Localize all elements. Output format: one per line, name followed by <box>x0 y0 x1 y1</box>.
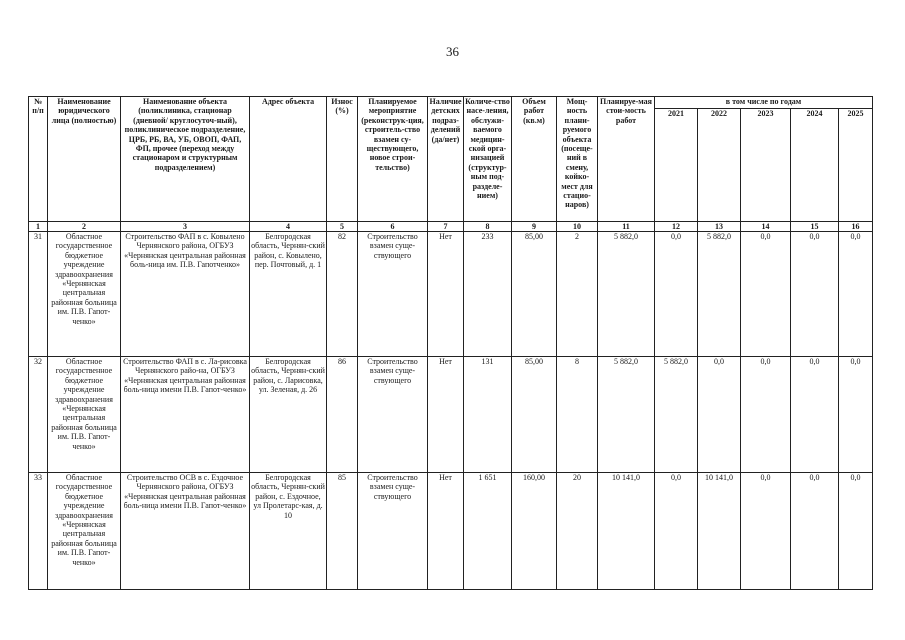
header-year-2022: 2022 <box>698 109 741 222</box>
column-number: 10 <box>557 222 598 232</box>
column-number: 1 <box>29 222 48 232</box>
cell-population: 131 <box>464 357 512 473</box>
header-year-2025: 2025 <box>839 109 873 222</box>
cell-year-2022: 10 141,0 <box>698 473 741 590</box>
cell-children: Нет <box>428 473 464 590</box>
cell-year-2025: 0,0 <box>839 473 873 590</box>
column-number: 13 <box>698 222 741 232</box>
cell-area: 160,00 <box>512 473 557 590</box>
table-row <box>29 232 873 357</box>
cell-num: 31 <box>29 232 48 357</box>
column-number: 12 <box>655 222 698 232</box>
column-number: 7 <box>428 222 464 232</box>
column-number: 11 <box>598 222 655 232</box>
column-number: 6 <box>358 222 428 232</box>
cell-population: 1 651 <box>464 473 512 590</box>
cell-area: 85,00 <box>512 232 557 357</box>
cell-org: Областное государственное бюджетное учреждение здравоохранения «Чернянская центральная районная больница им. П.В. Гапот-ченко» <box>48 232 121 357</box>
cell-year-2023: 0,0 <box>741 232 791 357</box>
page-number: 36 <box>446 44 459 59</box>
cell-num: 33 <box>29 473 48 590</box>
column-number: 3 <box>121 222 250 232</box>
capital-works-table <box>28 96 873 590</box>
cell-area: 85,00 <box>512 357 557 473</box>
cell-address: Белгородская область, Чернян-ский район, с. Ездочное, ул Пролетарс-кая, д. 10 <box>250 473 327 590</box>
cell-address: Белгородская область, Чернян-ский район, с. Ларисовка, ул. Зеленая, д. 26 <box>250 357 327 473</box>
cell-org: Областное государственное бюджетное учреждение здравоохранения «Чернянская центральная районная больница им. П.В. Гапот-ченко» <box>48 357 121 473</box>
header-address: Адрес объекта <box>250 97 327 222</box>
cell-year-2023: 0,0 <box>741 473 791 590</box>
header-cost: Планируе-мая стои-мость работ <box>598 97 655 222</box>
header-wear: Износ (%) <box>327 97 358 222</box>
cell-cost: 10 141,0 <box>598 473 655 590</box>
column-number-row <box>29 222 873 232</box>
cell-capacity: 2 <box>557 232 598 357</box>
cell-year-2021: 0,0 <box>655 473 698 590</box>
cell-year-2024: 0,0 <box>791 232 839 357</box>
cell-children: Нет <box>428 232 464 357</box>
cell-year-2022: 5 882,0 <box>698 232 741 357</box>
column-number: 15 <box>791 222 839 232</box>
cell-measure: Строительство взамен суще-ствующего <box>358 473 428 590</box>
cell-year-2025: 0,0 <box>839 232 873 357</box>
header-year-2024: 2024 <box>791 109 839 222</box>
header-measure: Планируемое мероприятие (реконструк-ция, строитель-ство взамен су-ществующего, новое строи-тельство) <box>358 97 428 222</box>
cell-cost: 5 882,0 <box>598 232 655 357</box>
cell-measure: Строительство взамен суще-ствующего <box>358 357 428 473</box>
header-years-group: в том числе по годам <box>655 97 873 109</box>
header-children: Наличие детских подраз-делений (да/нет) <box>428 97 464 222</box>
cell-year-2024: 0,0 <box>791 357 839 473</box>
cell-org: Областное государственное бюджетное учреждение здравоохранения «Чернянская центральная районная больница им. П.В. Гапот-ченко» <box>48 473 121 590</box>
column-number: 2 <box>48 222 121 232</box>
cell-year-2021: 0,0 <box>655 232 698 357</box>
header-num: № п/п <box>29 97 48 222</box>
header-population: Количе-ство насе-ления, обслужи-ваемого медицин-ской орга-низацией (структур-ным под-разделе-нием) <box>464 97 512 222</box>
cell-year-2021: 5 882,0 <box>655 357 698 473</box>
cell-wear: 86 <box>327 357 358 473</box>
cell-object: Строительство ФАП в с. Ковылено Чернянского района, ОГБУЗ «Чернянская центральная районная боль-ница им. П.В. Гапотченко» <box>121 232 250 357</box>
cell-year-2025: 0,0 <box>839 357 873 473</box>
column-number: 8 <box>464 222 512 232</box>
header-capacity: Мощ-ность плани-руемого объекта (посеще-ний в смену, койко-мест для стацио-наров) <box>557 97 598 222</box>
cell-children: Нет <box>428 357 464 473</box>
cell-num: 32 <box>29 357 48 473</box>
header-year-2023: 2023 <box>741 109 791 222</box>
column-number: 5 <box>327 222 358 232</box>
header-org: Наименование юридического лица (полностью) <box>48 97 121 222</box>
table-row <box>29 357 873 473</box>
column-number: 16 <box>839 222 873 232</box>
cell-year-2024: 0,0 <box>791 473 839 590</box>
column-number: 14 <box>741 222 791 232</box>
header-area: Объем работ (кв.м) <box>512 97 557 222</box>
cell-cost: 5 882,0 <box>598 357 655 473</box>
header-year-2021: 2021 <box>655 109 698 222</box>
cell-measure: Строительство взамен суще-ствующего <box>358 232 428 357</box>
cell-year-2023: 0,0 <box>741 357 791 473</box>
column-number: 9 <box>512 222 557 232</box>
table-row <box>29 473 873 590</box>
cell-address: Белгородская область, Чернян-ский район, с. Ковылено, пер. Почтовый, д. 1 <box>250 232 327 357</box>
cell-object: Строительство ОСВ в с. Ездочное Чернянского района, ОГБУЗ «Чернянская центральная районная боль-ница имени П.В. Гапот-ченко» <box>121 473 250 590</box>
header-object: Наименование объекта (поликлиника, стационар (дневной/ круглосуточ-ный), поликлиническое подразделение, ЦРБ, РБ, ВА, УБ, ОВОП, ФАП, ФП, прочее (переход между стационаром и структурным подразделением) <box>121 97 250 222</box>
cell-wear: 85 <box>327 473 358 590</box>
cell-capacity: 20 <box>557 473 598 590</box>
cell-wear: 82 <box>327 232 358 357</box>
column-number: 4 <box>250 222 327 232</box>
cell-object: Строительство ФАП в с. Ла-рисовка Чернянского райо-на, ОГБУЗ «Чернянская центральная районная боль-ница имени П.В. Гапот-ченко» <box>121 357 250 473</box>
cell-capacity: 8 <box>557 357 598 473</box>
cell-year-2022: 0,0 <box>698 357 741 473</box>
cell-population: 233 <box>464 232 512 357</box>
header-row <box>29 97 873 109</box>
